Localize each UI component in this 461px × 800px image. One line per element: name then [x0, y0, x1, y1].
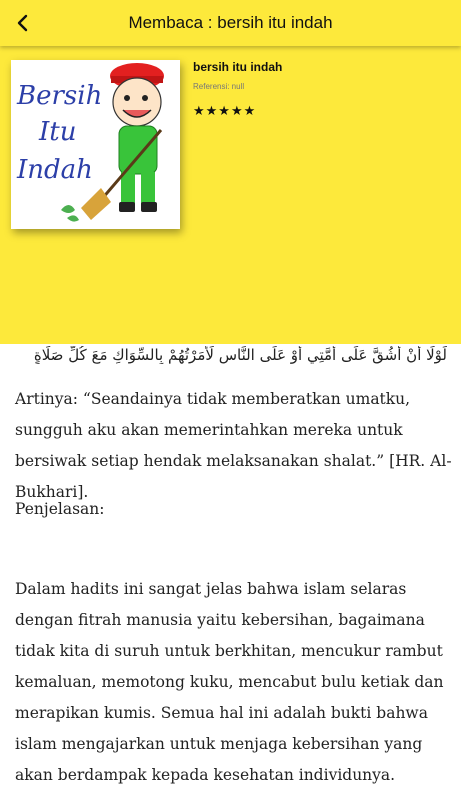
translation-text: Artinya: “Seandainya tidak memberatkan umatku, sungguh aku akan memerintahkan mereka untuk bersiwak setiap hendak melaksanakan shalat.” [HR. Al-Bukhari]. [15, 390, 452, 501]
arabic-text: لَوْلَا أَنْ أَشُقَّ عَلَى أُمَّتِي أَوْ عَلَى النَّاسِ لَأَمَرْتُهُمْ بِالسِّوَاكِ مَعَ كُلِّ صَلَاةٍ [33, 346, 447, 364]
cover-illustration [11, 60, 180, 229]
explanation-label: Penjelasan: [15, 500, 105, 518]
book-reference: Referensi: null [193, 82, 245, 91]
book-cover-image [11, 60, 180, 229]
reading-content[interactable] [0, 344, 461, 800]
cover-text-line2: Itu [39, 117, 77, 147]
explanation-text: Dalam hadits ini sangat jelas bahwa islam selaras dengan fitrah manusia yaitu kebersihan, bagaimana tidak kita di suruh untuk berkhitan, mencukur rambut kemaluan, memotong kuku, mencabut bulu ketiak dan merapikan kumis. Semua hal ini adalah bukti bahwa islam mengajarkan untuk menjaga kebersihan yang akan berdampak kepada kesehatan individunya. [15, 580, 444, 784]
book-title: bersih itu indah [193, 60, 283, 74]
cover-text-line3: Indah [17, 155, 93, 185]
rating-stars: ★★★★★ [193, 103, 257, 118]
app-bar [0, 0, 461, 46]
book-header [0, 46, 461, 344]
cover-text-line1: Bersih [17, 81, 103, 111]
page-title: Membaca : bersih itu indah [128, 13, 333, 32]
